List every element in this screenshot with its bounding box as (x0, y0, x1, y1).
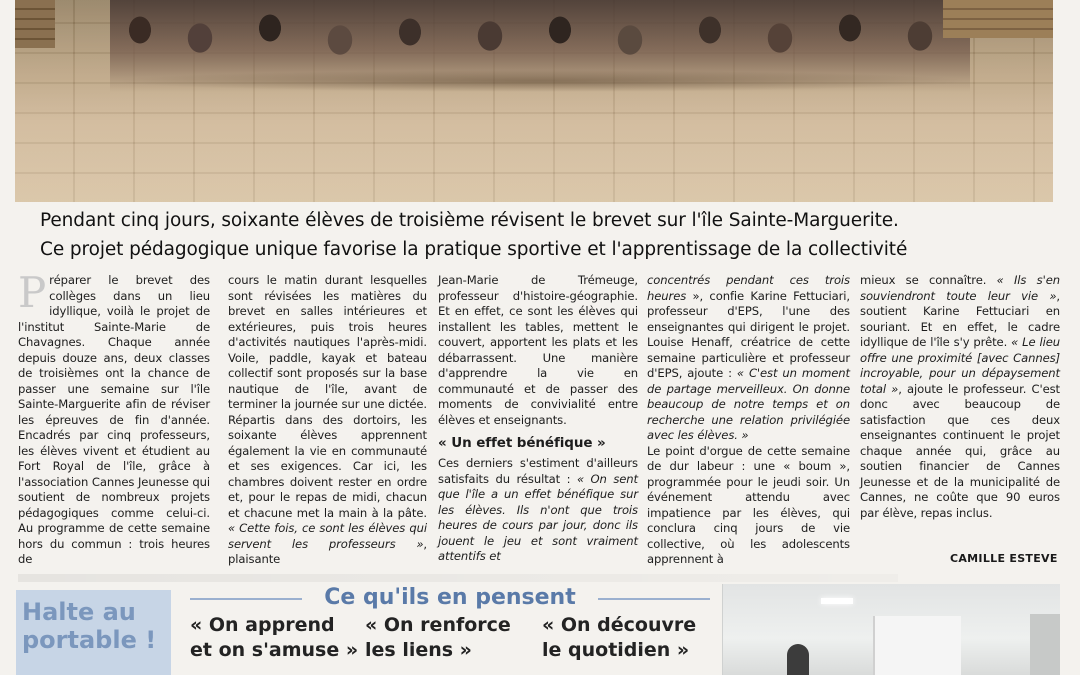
halte-line-1: Halte au (22, 598, 136, 626)
column-5-text-end: , ajoute le professeur. C'est donc avec beaucoup de satisfaction que ces deux enseignantes continuent le projet chaque année qui, grâce au soutien financier de Cannes Jeunesse et de la municipalité de Cannes, ne coûte que 90 euros par élève, repas inclus. (860, 381, 1060, 520)
headline-line-1: Pendant cinq jours, soixante élèves de troisième révisent le brevet sur l'île Sainte-Marguerite. (40, 210, 899, 231)
quote-italic: « On sent que l'île a un effet bénéfique sur les élèves. Ils n'ont que trois heures de cours par jour, donc ils jouent le jeu et sont vraiment attentifs et (438, 471, 638, 563)
column-5-text: mieux se connaître. (860, 273, 987, 287)
column-2-text-end: , plaisante (228, 536, 427, 566)
opinion-quote-2 (365, 613, 511, 663)
faded-separator (18, 574, 898, 582)
subheading: « Un effet bénéfique » (438, 435, 606, 451)
group-photo (15, 0, 1053, 202)
article-column-1 (18, 268, 210, 568)
column-3-text: Ces derniers s'estiment d'ailleurs satisfaits du résultat : (438, 456, 638, 486)
article-column-5 (860, 273, 1060, 521)
classroom-photo (722, 584, 1060, 675)
person-silhouette (787, 644, 809, 675)
headline-line-2: Ce projet pédagogique unique favorise la pratique sportive et l'apprentissage de la collectivité (40, 239, 908, 260)
paragraph (228, 273, 427, 568)
opinion-quote-1-line-2: et on s'amuse » (190, 639, 359, 661)
doorway (873, 616, 961, 675)
article-column-2 (228, 273, 427, 568)
halte-line-2: portable ! (22, 626, 157, 654)
paragraph: Le point d'orgue de cette semaine de dur labeur : une « boum », programmée pour le jeudi soir. Un événement attendu avec impatience par les élèves, qui conclura cinq jours de vie collective, où les adolescents apprennent à (647, 443, 850, 566)
quote-italic: concentrés pendant ces trois heures (647, 273, 850, 303)
paragraph (647, 273, 850, 444)
quote-italic: « Ils s'en souviendront toute leur vie » (860, 273, 1060, 303)
opinion-quote-3 (542, 613, 696, 663)
ceiling-light (821, 598, 853, 604)
article-column-3 (438, 273, 638, 565)
photo-shadow (110, 70, 970, 92)
column-5-text: , soutient Karine Fettuciari en souriant. Et en effet, le cadre idyllique de l'île s'y prête. (860, 288, 1060, 349)
column-4-text: », confie Karine Fettuciari, professeur d'EPS, l'une des enseignantes qui dirigent le projet. Louise Henaff, créatrice de cette semaine particulière et professeur d'EPS, ajoute : (647, 288, 850, 380)
opinion-quote-3-line-2: le quotidien » (542, 639, 690, 661)
opinion-quote-1 (190, 613, 358, 663)
dropcap: P (18, 268, 47, 317)
photo-wall-left (15, 0, 55, 48)
article-column-4 (647, 273, 850, 568)
paragraph (18, 268, 210, 568)
column-2-text: cours le matin durant lesquelles sont révisées les matières du brevet en salles intérieures et extérieures, puis trois heures d'activités nautiques l'après-midi. Voile, paddle, kayak et bateau collectif sont proposés sur la base nautique de l'île, avant de terminer la journée sur une dictée. Répartis dans des dortoirs, les soixante élèves apprennent également la vie en communauté et ses exigences. Car ici, les chambres doivent rester en ordre et, pour le repas de midi, chacun et chacune met la main à la pâte. (228, 273, 427, 520)
quote-italic: « Le lieu offre une proximité [avec Cannes] incroyable, pour un dépaysement total » (860, 335, 1060, 396)
author-byline: CAMILLE ESTEVE (950, 552, 1058, 565)
headline (40, 206, 1050, 264)
opinion-quote-2-line-1: « On renforce (365, 614, 511, 636)
paragraph: Jean-Marie de Trémeuge, professeur d'histoire-géographie. Et en effet, ce sont les élèves qui installent les tables, mettent le couvert, apportent les plats et les débarrassent. Une manière d'apprendre la vie en communauté et de passer des moments de convivialité entre élèves et enseignants. (438, 273, 638, 427)
opinion-quote-1-line-1: « On apprend (190, 614, 335, 636)
paragraph (860, 273, 1060, 521)
column-1-text: réparer le brevet des collèges dans un lieu idyllique, voilà le projet de l'institut Sainte-Marie de Chavagnes. Chaque année depuis douze ans, deux classes de troisièmes ont la chance de passer une semaine sur l'île Sainte-Marguerite afin de réviser les épreuves de fin d'année. Encadrés par cinq professeurs, les élèves vivent et étudient au Fort Royal de l'île, grâce à l'association Cannes Jeunesse qui soutient de nombreux projets pédagogiques comme celui-ci. Au programme de cette semaine hors du commun : trois heures de (18, 273, 210, 566)
opinions-title: Ce qu'ils en pensent (324, 585, 576, 610)
photo-wall-right (943, 0, 1053, 38)
paragraph (438, 456, 638, 565)
wall-panel (1030, 614, 1060, 675)
quote-italic: « Cette fois, ce sont les élèves qui servent les professeurs » (228, 521, 427, 551)
quote-italic: « C'est un moment de partage merveilleux. On donne beaucoup de notre temps et on recherche une relation privilégiée avec les élèves. » (647, 366, 850, 442)
title-rule-right (598, 598, 710, 600)
opinion-quote-3-line-1: « On découvre (542, 614, 697, 636)
opinion-quote-2-line-2: les liens » (365, 639, 472, 661)
halte-box (16, 590, 171, 675)
